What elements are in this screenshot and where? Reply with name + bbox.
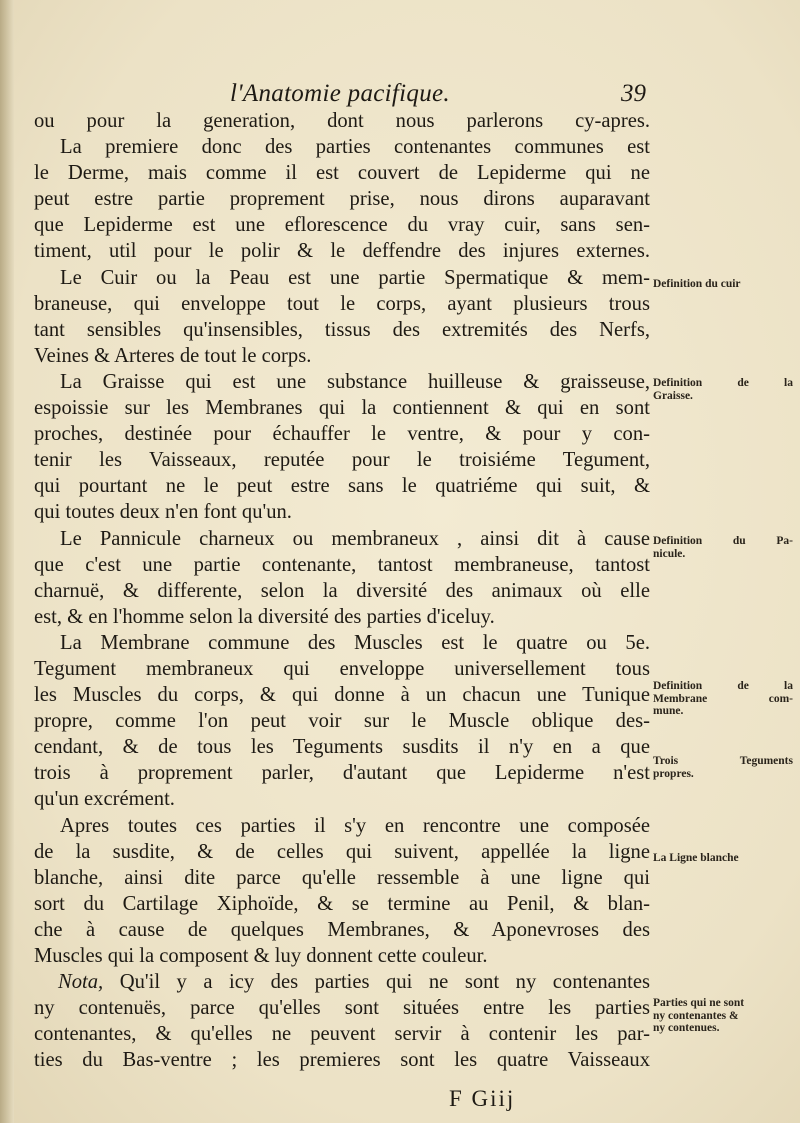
margin-note-teguments: Trois Teguments propres. [653,755,793,780]
text-line: contenantes, & qu'elles ne peuvent servir à contenir les par- [34,1023,650,1046]
margin-note-graisse: Definition de la Graisse. [653,377,793,402]
text-line: les Muscles du corps, & qui donne à un chacun une Tunique [34,684,650,707]
text-line: espoissie sur les Membranes qui la contiennent & qui en sont [34,397,650,420]
text-line: tant sensibles qu'insensibles, tissus des extremités des Nerfs, [34,318,650,341]
nota-text: Qu'il y a icy des parties qui ne sont ny contenantes [119,971,650,994]
text-line: le Derme, mais comme il est couvert de Lepiderme qui ne [34,162,650,185]
text-line: Tegument membraneux qui enveloppe universellement tous [34,657,650,680]
text-line: blanche, ainsi dite parce qu'elle ressemble à une ligne qui [34,866,650,889]
text-line: sort du Cartilage Xiphoïde, & se termine au Penil, & blan- [34,892,650,915]
text-line: trois à proprement parler, d'autant que Lepiderme n'est [34,762,650,785]
body-text [34,108,650,1073]
signature-mark: F Giij [449,1086,516,1111]
nota-line [34,969,650,995]
text-line: braneuse, qui enveloppe tout le corps, ayant plusieurs trous [34,292,650,315]
nota-label: Nota, [58,971,104,994]
text-line: cendant, & de tous les Teguments susdits il n'y en a que [34,736,650,759]
text-line: proches, destinée pour échauffer le ventre, & pour y con- [34,423,650,446]
text-line: timent, util pour le polir & le deffendre des injures externes. [34,240,650,263]
margin-note-membrane: Definition de la Membrane com- mune. [653,680,793,717]
text-line: qu'un excrément. [34,788,175,811]
text-line: propre, comme l'on peut voir sur le Muscle oblique des- [34,710,650,733]
text-line: Veines & Arteres de tout le corps. [34,344,312,367]
text-line: Muscles qui la composent & luy donnent cette couleur. [34,945,488,967]
text-line: qui pourtant ne le peut estre sans le quatriéme qui suit, & [34,475,650,498]
binding-gutter [0,0,14,1123]
text-line: peut estre partie proprement prise, nous dirons auparavant [34,188,650,211]
text-line: ou pour la generation, dont nous parlerons cy-apres. [34,110,650,132]
text-line: Apres toutes ces parties il s'y en rencontre une composée [60,814,650,837]
text-line: que c'est une partie contenante, tantost membraneuse, tantost [34,553,650,576]
page-number: 39 [621,80,646,107]
margin-note-ligne: La Ligne blanche [653,852,739,864]
text-line: ny contenuës, parce qu'elles sont situées entre les parties [34,997,650,1020]
margin-note-pannicule: Definition du Pa- nicule. [653,535,793,560]
text-line: La premiere donc des parties contenantes communes est [60,136,650,159]
text-line: La Membrane commune des Muscles est le quatre ou 5e. [60,631,650,654]
margin-note-parties: Parties qui ne sont ny contenantes & ny contenues. [653,997,745,1034]
text-line: est, & en l'homme selon la diversité des parties d'iceluy. [34,605,495,628]
text-line: charnuë, & differente, selon la diversité des animaux où elle [34,579,650,602]
margin-note-cuir: Definition du cuir [653,278,741,290]
text-line: che à cause de quelques Membranes, & Aponevroses des [34,918,650,941]
text-line: Le Pannicule charneux ou membraneux , ainsi dit à cause [60,527,650,550]
text-line: La Graisse qui est une substance huilleuse & graisseuse, [60,370,650,393]
text-line: qui toutes deux n'en font qu'un. [34,501,292,524]
text-line: ties du Bas-ventre ; les premieres sont les quatre Vaisseaux [34,1049,650,1072]
text-line: que Lepiderme est une eflorescence du vray cuir, sans sen- [34,214,650,237]
text-line: Le Cuir ou la Peau est une partie Spermatique & mem- [60,266,650,289]
text-line: de la susdite, & de celles qui suivent, appellée la ligne [34,840,650,863]
running-title: l'Anatomie pacifique. [230,80,450,107]
page-header [34,80,654,110]
text-line: tenir les Vaisseaux, reputée pour le troisiéme Tegument, [34,449,650,472]
